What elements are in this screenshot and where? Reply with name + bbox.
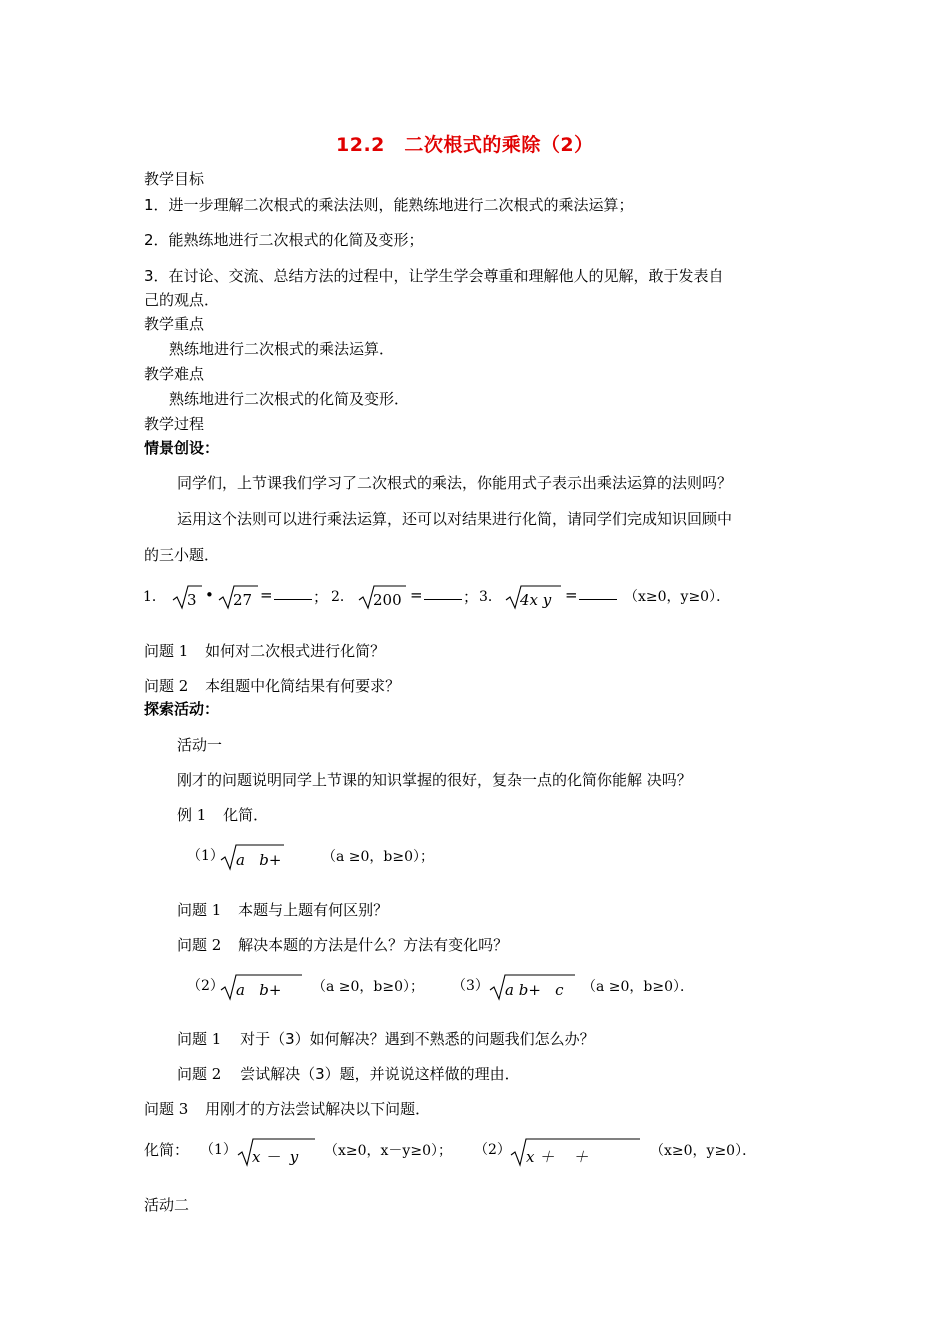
simplify-1-condition: （x≥0，x－y≥0）； [324, 1143, 452, 1159]
question-label: 问题 1 [177, 901, 222, 919]
difficulties-heading: 教学难点 [144, 365, 205, 383]
question-text: 如何对二次根式进行化简？ [205, 642, 386, 660]
question-3-line [144, 1098, 430, 1119]
question-text: 对于（3）如何解决？遇到不熟悉的问题我们怎么办？ [240, 1030, 595, 1048]
question-text: 本题与上题有何区别？ [238, 901, 389, 919]
objective-3-line1: 3．在讨论、交流、总结方法的过程中，让学生学会尊重和理解他人的见解，敢于发表自 [144, 267, 724, 285]
example-text: 化简． [223, 806, 269, 824]
question-text: 用刚才的方法尝试解决以下问题． [205, 1100, 431, 1118]
activity-1-heading: 活动一 [177, 736, 223, 754]
exercise-1-number: 1． [143, 589, 166, 605]
exercise-1-radicand-b: 27 [233, 591, 253, 609]
simplify-1-number: （1） [200, 1142, 237, 1158]
question-text: 解决本题的方法是什么？方法有变化吗？ [238, 936, 509, 954]
key-points-text: 熟练地进行二次根式的乘法运算． [169, 340, 395, 358]
question-2-line [144, 675, 400, 696]
separator-1: ； [313, 588, 329, 606]
equals-sign: = [410, 586, 423, 604]
example-3-number: （3） [452, 978, 489, 994]
exercise-3-radicand: 4x y [520, 591, 552, 609]
example-1-radicand: a b+ [236, 851, 282, 869]
example-3-condition: （a ≥0，b≥0）． [582, 979, 695, 995]
activity-2-heading: 活动二 [144, 1196, 190, 1214]
example-2-radicand: a b+ [236, 981, 282, 999]
scenario-heading: 情景创设： [144, 439, 220, 457]
answer-blank-1 [274, 586, 312, 604]
simplify-2-radicand: x ＋ ＋ [526, 1148, 589, 1166]
page-title: 12.2 二次根式的乘除（2） [336, 134, 594, 156]
objective-1: 1．进一步理解二次根式的乘法法则，能熟练地进行二次根式的乘法运算； [144, 196, 634, 214]
example-1-number: （1） [187, 848, 224, 864]
exercise-2-number: 2． [331, 589, 354, 605]
simplify-1-radicand: x － y [252, 1148, 299, 1166]
scenario-paragraph-2-line1: 运用这个法则可以进行乘法运算，还可以对结果进行化简，请同学们完成知识回顾中 [177, 510, 733, 528]
multiply-dot: • [205, 586, 214, 604]
objective-2: 2．能熟练地进行二次根式的化简及变形； [144, 231, 424, 249]
example-label: 例 1 [177, 806, 207, 824]
equals-sign: = [565, 586, 578, 604]
scenario-paragraph-2-line2: 的三小题． [144, 546, 220, 564]
example-question-2b [177, 1063, 520, 1084]
example-question-2 [177, 934, 508, 955]
objective-3-line2: 己的观点． [144, 291, 220, 309]
question-label: 问题 3 [144, 1100, 189, 1118]
exercise-3-number: 3． [479, 589, 502, 605]
question-1-line [144, 640, 385, 661]
simplify-label: 化简： [144, 1141, 190, 1159]
key-points-heading: 教学重点 [144, 315, 205, 333]
process-heading: 教学过程 [144, 415, 205, 433]
example-1-condition: （a ≥0，b≥0）； [322, 849, 435, 865]
question-text: 本组题中化简结果有何要求？ [205, 677, 401, 695]
example-1-line [177, 804, 268, 825]
example-2-condition: （a ≥0，b≥0）； [312, 979, 425, 995]
question-text: 尝试解决（3）题，并说说这样做的理由． [240, 1065, 520, 1083]
simplify-2-condition: （x≥0，y≥0）． [650, 1143, 757, 1159]
simplify-2-number: （2） [474, 1142, 511, 1158]
separator-2: ； [463, 588, 479, 606]
answer-blank-2 [424, 586, 462, 604]
explore-heading: 探索活动： [144, 700, 220, 718]
example-question-1 [177, 899, 388, 920]
example-question-1b [177, 1028, 595, 1049]
question-label: 问题 2 [177, 1065, 222, 1083]
example-2-number: （2） [187, 978, 224, 994]
question-label: 问题 1 [144, 642, 189, 660]
exercise-1-radicand-a: 3 [187, 591, 197, 609]
difficulties-text: 熟练地进行二次根式的化简及变形． [169, 390, 410, 408]
question-label: 问题 2 [177, 936, 222, 954]
scenario-paragraph-1: 同学们，上节课我们学习了二次根式的乘法，你能用式子表示出乘法运算的法则吗？ [177, 474, 733, 492]
question-label: 问题 1 [177, 1030, 222, 1048]
objectives-heading: 教学目标 [144, 170, 205, 188]
example-3-radicand: a b+ c [505, 981, 564, 999]
question-label: 问题 2 [144, 677, 189, 695]
exercise-3-condition: （x≥0，y≥0）． [624, 589, 731, 605]
activity-1-intro: 刚才的问题说明同学上节课的知识掌握的很好，复杂一点的化简你能解 决吗？ [177, 771, 692, 789]
answer-blank-3 [579, 586, 617, 604]
equals-sign: = [260, 586, 273, 604]
exercise-2-radicand: 200 [373, 591, 402, 609]
